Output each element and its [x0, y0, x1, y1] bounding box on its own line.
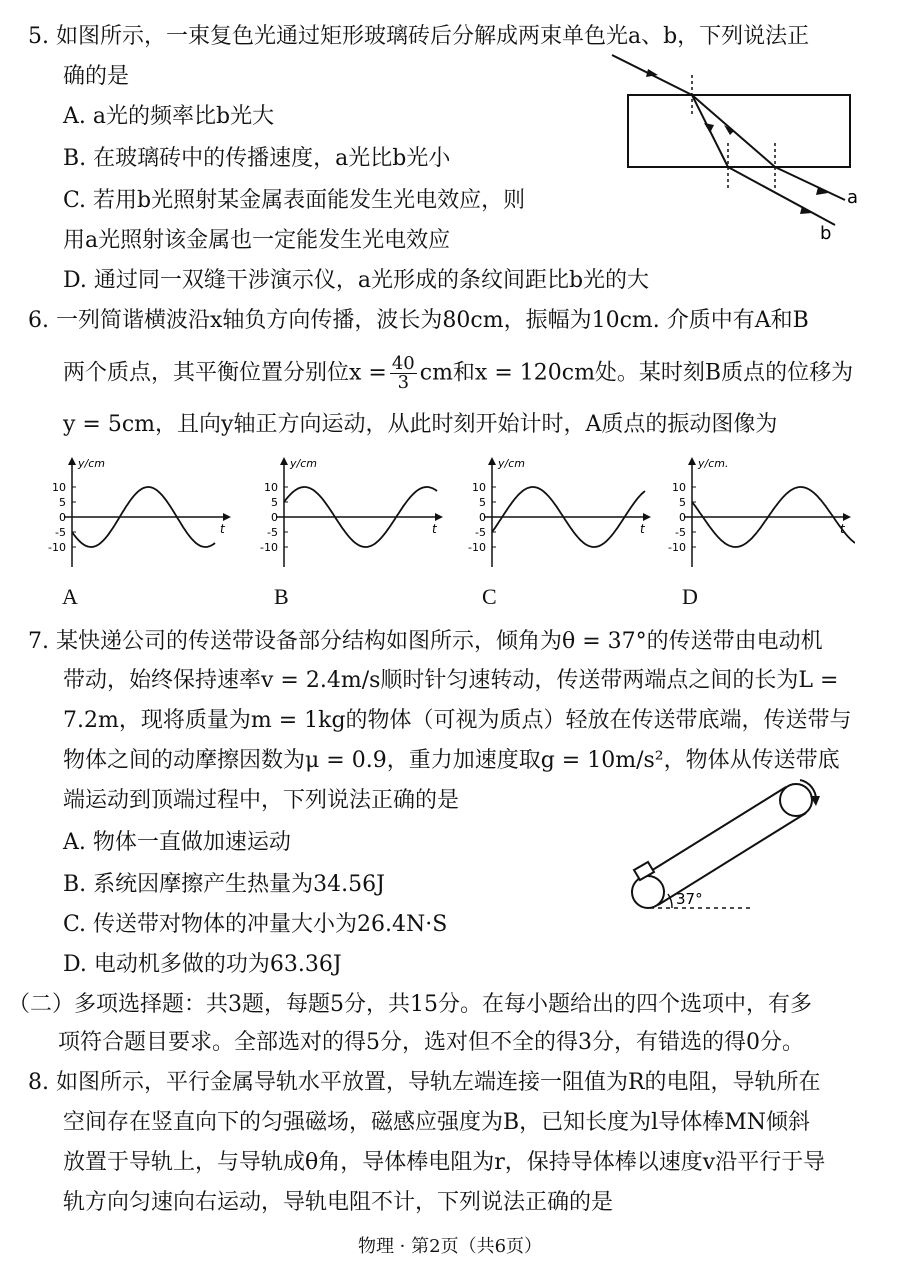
- q6-graph-xlabel: t: [220, 522, 225, 536]
- q6-line3: y = 5cm，且向y轴正方向运动，从此时刻开始计时，A质点的振动图像为: [63, 412, 778, 437]
- q6-fraction-numerator: 40: [391, 353, 415, 374]
- q7-option-a: A. 物体一直做加速运动: [63, 830, 291, 855]
- q5-option-d: D. 通过同一双缝干涉演示仪，a光形成的条纹间距比b光的大: [63, 268, 650, 293]
- q6-graph-tick: 0: [271, 511, 278, 524]
- q5-glass-slab-figure: [600, 45, 880, 260]
- q6-graph-tick: -10: [48, 541, 66, 554]
- q6-graph-tick: 10: [672, 481, 686, 494]
- q6-graph-tick: 5: [479, 496, 486, 509]
- q6-line2-part-b: cm和x = 120cm处。某时刻B质点的位移为: [419, 360, 854, 386]
- q6-graph-tick: 5: [59, 496, 66, 509]
- q6-graph-tick: 0: [679, 511, 686, 524]
- page-footer: 物理 · 第2页（共6页）: [357, 1236, 543, 1257]
- q5-option-a: A. a光的频率比b光大: [63, 104, 275, 129]
- q7-line4: 物体之间的动摩擦因数为μ = 0.9，重力加速度取g = 10m/s²，物体从传送带底: [63, 748, 840, 773]
- q8-line2: 空间存在竖直向下的匀强磁场，磁感应强度为B，已知长度为l导体棒MN倾斜: [63, 1110, 810, 1135]
- q7-option-d: D. 电动机多做的功为63.36J: [63, 952, 342, 977]
- q6-graph-label-b: B: [274, 584, 289, 609]
- q5-stem-line2: 确的是: [63, 64, 130, 89]
- q5-option-c-line1: C. 若用b光照射某金属表面能发生光电效应，则: [63, 188, 526, 213]
- section2-line1: （二）多项选择题：共3题，每题5分，共15分。在每小题给出的四个选项中，有多: [8, 992, 812, 1017]
- q6-graph-tick: -5: [475, 526, 486, 539]
- q7-line5: 端运动到顶端过程中，下列说法正确的是: [63, 788, 460, 813]
- q6-graph-b: [232, 455, 447, 575]
- q6-fraction-denominator: 3: [397, 372, 410, 393]
- q6-graph-label-c: C: [482, 584, 497, 609]
- q7-line1: 7. 某快递公司的传送带设备部分结构如图所示，倾角为θ = 37°的传送带由电动机: [28, 629, 823, 654]
- q6-line2: [63, 355, 853, 392]
- section2-line2: 项符合题目要求。全部选对的得5分，选对但不全的得3分，有错选的得0分。: [58, 1030, 804, 1055]
- q6-graph-ylabel: y/cm: [498, 457, 525, 470]
- q6-graph-tick: -10: [668, 541, 686, 554]
- q5-stem-line1: 5. 如图所示，一束复色光通过矩形玻璃砖后分解成两束单色光a、b，下列说法正: [28, 24, 810, 49]
- q6-graph-tick: -5: [267, 526, 278, 539]
- q6-line1: 6. 一列简谐横波沿x轴负方向传播，波长为80cm，振幅为10cm. 介质中有A和B: [28, 308, 809, 333]
- q7-option-c: C. 传送带对物体的冲量大小为26.4N·S: [63, 912, 448, 937]
- q8-line1: 8. 如图所示，平行金属导轨水平放置，导轨左端连接一阻值为R的电阻，导轨所在: [28, 1070, 821, 1095]
- q6-graph-tick: 5: [271, 496, 278, 509]
- q6-graph-label-d: D: [682, 584, 698, 609]
- q6-graph-d: [640, 455, 855, 575]
- q6-graph-a: [20, 455, 235, 575]
- q7-line2: 带动，始终保持速率v = 2.4m/s顺时针匀速转动，传送带两端点之间的长为L =: [63, 668, 839, 693]
- q5-option-c-line2: 用a光照射该金属也一定能发生光电效应: [63, 228, 451, 253]
- q7-line3: 7.2m，现将质量为m = 1kg的物体（可视为质点）轻放在传送带底端，传送带与: [63, 708, 852, 733]
- q6-graph-ylabel: y/cm.: [698, 457, 729, 470]
- q7-conveyor-figure: [620, 770, 860, 920]
- q6-graph-tick: 0: [59, 511, 66, 524]
- q5-label-a: a: [847, 187, 859, 208]
- q6-graph-ylabel: y/cm: [290, 457, 317, 470]
- q8-line3: 放置于导轨上，与导轨成θ角，导体棒电阻为r，保持导体棒以速度v沿平行于导: [63, 1150, 826, 1175]
- q8-line4: 轨方向匀速向右运动，导轨电阻不计，下列说法正确的是: [63, 1190, 614, 1215]
- q6-graph-label-a: A: [62, 584, 78, 609]
- q6-line2-part-a: 两个质点，其平衡位置分别位x =: [63, 360, 387, 386]
- q6-graph-xlabel: t: [640, 522, 645, 536]
- q6-graph-tick: 0: [479, 511, 486, 524]
- q6-graph-ylabel: y/cm: [78, 457, 105, 470]
- q6-graph-xlabel: t: [840, 522, 845, 536]
- q5-label-b: b: [820, 223, 832, 244]
- q7-angle-label: 37°: [676, 890, 703, 908]
- q6-graph-xlabel: t: [432, 522, 437, 536]
- q6-graph-tick: -5: [675, 526, 686, 539]
- q6-graph-tick: 10: [472, 481, 486, 494]
- q6-graph-tick: -10: [260, 541, 278, 554]
- q5-option-b: B. 在玻璃砖中的传播速度，a光比b光小: [63, 146, 451, 171]
- q6-graph-tick: 10: [52, 481, 66, 494]
- q6-graph-tick: -5: [55, 526, 66, 539]
- q6-graph-tick: 5: [679, 496, 686, 509]
- q6-graph-c: [440, 455, 655, 575]
- q6-graph-tick: -10: [468, 541, 486, 554]
- q7-option-b: B. 系统因摩擦产生热量为34.56J: [63, 872, 385, 897]
- q6-fraction: [390, 355, 417, 392]
- q6-graph-tick: 10: [264, 481, 278, 494]
